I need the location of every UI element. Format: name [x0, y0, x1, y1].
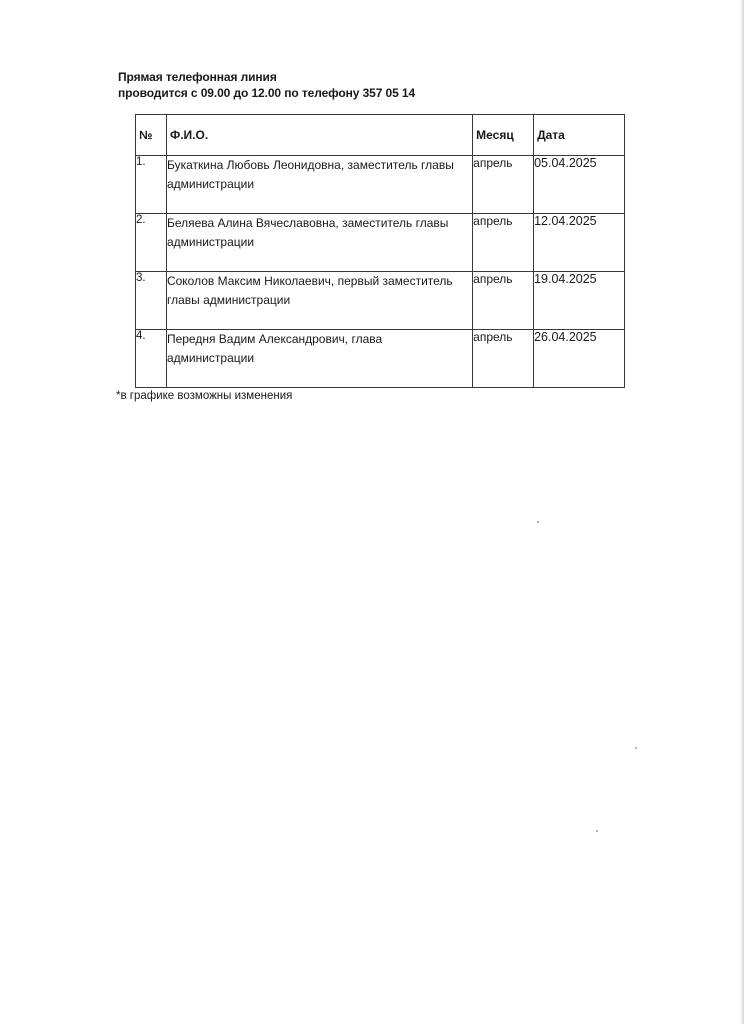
row-name: Соколов Максим Николаевич, первый заместитель главы администрации	[166, 272, 472, 330]
table-row	[136, 272, 625, 330]
row-date: 12.04.2025	[534, 214, 625, 272]
document-heading	[118, 69, 415, 101]
row-month: апрель	[473, 272, 534, 330]
heading-schedule-info: проводится с 09.00 до 12.00 по телефону 357 05 14	[118, 86, 416, 100]
scan-speck	[635, 747, 637, 749]
header-month: Месяц	[473, 115, 534, 156]
table-row	[136, 156, 625, 214]
row-number: 3.	[136, 272, 167, 330]
table-row	[136, 214, 625, 272]
scan-speck	[537, 521, 539, 523]
row-name: Букаткина Любовь Леонидовна, заместитель главы администрации	[166, 156, 472, 214]
footnote: *в графике возможны изменения	[116, 390, 293, 402]
row-name: Передня Вадим Александрович, глава администрации	[166, 330, 472, 388]
header-number: №	[136, 115, 167, 156]
row-number: 4.	[136, 330, 167, 388]
row-month: апрель	[473, 214, 534, 272]
scan-speck	[596, 830, 598, 832]
table-row	[136, 330, 625, 388]
header-date: Дата	[534, 115, 625, 156]
row-month: апрель	[473, 330, 534, 388]
row-date: 05.04.2025	[534, 156, 625, 214]
row-date: 26.04.2025	[534, 330, 625, 388]
heading-title: Прямая телефонная линия	[118, 70, 277, 84]
schedule-table	[135, 114, 625, 388]
row-date: 19.04.2025	[534, 272, 625, 330]
row-month: апрель	[473, 156, 534, 214]
row-name: Беляева Алина Вячеславовна, заместитель главы администрации	[166, 214, 472, 272]
table-header-row	[136, 115, 625, 156]
scan-edge	[740, 0, 744, 1024]
row-number: 2.	[136, 214, 167, 272]
row-number: 1.	[136, 156, 167, 214]
header-name: Ф.И.О.	[166, 115, 472, 156]
